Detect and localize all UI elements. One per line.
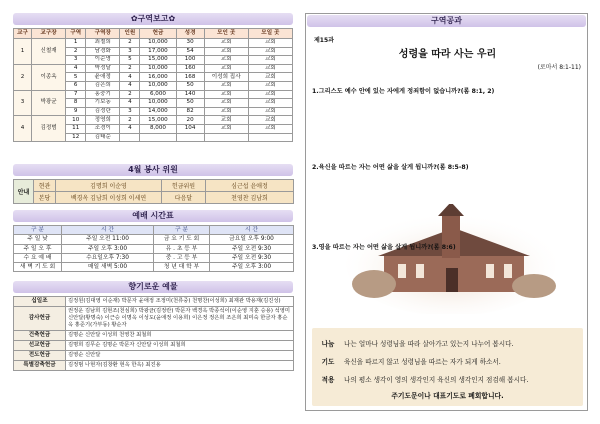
table-row xyxy=(14,262,294,271)
prayer-text: 육신을 따르지 않고 성령님을 따르는 자가 되게 하소서. xyxy=(344,358,501,366)
column-header: 헌금 xyxy=(140,29,176,39)
table-cell: 주일 오전 11:00 xyxy=(62,235,154,244)
offering-category: 특별감축헌금 xyxy=(14,361,66,371)
parish-leader: 김정범 xyxy=(32,116,66,142)
table-cell: 12 xyxy=(66,133,86,142)
table-cell: 50 xyxy=(176,81,204,90)
table-cell: 수요일오후 7:30 xyxy=(62,253,154,262)
table-cell: 최철희 xyxy=(86,39,120,48)
table-cell: 104 xyxy=(176,124,204,133)
table-cell: 5 xyxy=(66,73,86,82)
table-cell: 새 벽 기 도 회 xyxy=(14,262,62,271)
table-cell: 4 xyxy=(120,73,140,82)
table-cell: 15,000 xyxy=(140,56,176,65)
table-cell: 교회 xyxy=(248,107,292,116)
worship-schedule-table xyxy=(13,225,294,272)
table-cell: 100 xyxy=(176,56,204,65)
table-cell: 교회 xyxy=(248,39,292,48)
offering-category: 선교헌금 xyxy=(14,341,66,351)
table-cell: 2 xyxy=(120,39,140,48)
offering-names: 김명희 김무순 김명순 박문자 신안달 이성희 최철희 xyxy=(66,341,294,351)
offering-category: 건축헌금 xyxy=(14,331,66,341)
table-cell: 4 xyxy=(66,64,86,73)
table-cell: 교회 xyxy=(204,99,248,108)
table-cell: 4 xyxy=(120,99,140,108)
table-cell: 교회 xyxy=(248,99,292,108)
table-row xyxy=(14,297,294,307)
service-committee-table xyxy=(13,179,294,204)
table-cell: 7 xyxy=(66,90,86,99)
table-cell: 남경화 xyxy=(86,47,120,56)
question-1: 1.그리스도 예수 안에 있는 자에게 정죄함이 없습니까?(롬 8:1, 2) xyxy=(312,88,495,95)
table-cell: 홍중기 xyxy=(86,90,120,99)
table-cell: 교회 xyxy=(248,64,292,73)
role-label: 다음달 xyxy=(162,192,206,204)
table-cell: 교회 xyxy=(204,116,248,125)
district-report-section xyxy=(13,13,293,142)
table-cell: 2 xyxy=(66,47,86,56)
role-label: 헌금위원 xyxy=(162,180,206,192)
parish-number: 4 xyxy=(14,116,32,142)
offering-category: 감사헌금 xyxy=(14,307,66,331)
table-cell: 윤애정 xyxy=(86,73,120,82)
lesson-reference: (로마서 8:1-11) xyxy=(537,64,581,71)
table-cell: 수 요 예 배 xyxy=(14,253,62,262)
table-cell: 교회 xyxy=(204,47,248,56)
table-row xyxy=(14,307,294,331)
table-cell: 10,000 xyxy=(140,39,176,48)
table-cell xyxy=(248,133,292,142)
column-header: 인원 xyxy=(120,29,140,39)
table-row xyxy=(14,341,294,351)
table-cell: 교회 xyxy=(204,107,248,116)
table-cell: 교회 xyxy=(248,56,292,65)
table-row xyxy=(14,90,293,99)
table-cell: 5 xyxy=(120,56,140,65)
table-cell: 2 xyxy=(120,90,140,99)
column-header: 구 분 xyxy=(154,226,210,235)
table-cell: 3 xyxy=(66,56,86,65)
table-cell xyxy=(120,133,140,142)
table-cell: 박정달 xyxy=(86,64,120,73)
parish-number: 2 xyxy=(14,64,32,90)
offering-names: 김정범 나현자(김창환 현옥 한옥) 최진용 xyxy=(66,361,294,371)
table-cell: 30 xyxy=(176,39,204,48)
table-cell xyxy=(204,133,248,142)
table-cell: 중 . 고 등 부 xyxy=(154,253,210,262)
table-row xyxy=(14,361,294,371)
table-cell: 주일 오전 9:30 xyxy=(210,244,294,253)
table-cell: 4 xyxy=(120,124,140,133)
table-cell: 6,000 xyxy=(140,90,176,99)
offerings-title: 향기로운 예물 xyxy=(13,281,293,293)
table-cell: 10,000 xyxy=(140,99,176,108)
table-cell: 50 xyxy=(176,99,204,108)
column-header: 시 간 xyxy=(210,226,294,235)
table-cell: 주 일 오 후 xyxy=(14,244,62,253)
apply-text: 나의 평소 생각이 영의 생각인지 육신의 생각인지 점검해 봅시다. xyxy=(344,376,529,384)
share-label: 나눔 xyxy=(321,340,335,348)
table-row xyxy=(14,64,293,73)
table-cell: 54 xyxy=(176,47,204,56)
table-cell: 140 xyxy=(176,90,204,99)
lesson-title: 구역공과 xyxy=(307,15,586,27)
parish-leader: 이종옥 xyxy=(32,64,66,90)
column-header: 시 간 xyxy=(62,226,154,235)
column-header: 교구 xyxy=(14,29,32,39)
table-cell: 이순영 xyxy=(86,56,120,65)
table-cell: 3 xyxy=(120,47,140,56)
question-2: 2.육신을 따르는 자는 어떤 삶을 살게 됩니까?(롬 8:5-8) xyxy=(312,164,469,171)
role-names: 천영찬 김남희 xyxy=(206,192,294,204)
table-cell: 160 xyxy=(176,64,204,73)
share-text: 나는 얼마나 성령님을 따라 살아가고 있는지 나누어 봅시다. xyxy=(344,340,514,348)
column-header: 성경 xyxy=(176,29,204,39)
table-cell: 15,000 xyxy=(140,116,176,125)
table-cell: 11 xyxy=(66,124,86,133)
table-cell: 조경이 xyxy=(86,124,120,133)
apply-label: 적용 xyxy=(321,376,335,384)
table-cell: 3 xyxy=(120,107,140,116)
parish-leader: 신철재 xyxy=(32,39,66,65)
table-cell: 금 요 기 도 회 xyxy=(154,235,210,244)
closing-text: 주기도문이나 대표기도로 폐회합니다. xyxy=(391,392,504,400)
question-3: 3.영을 따르는 자는 어떤 삶을 살게 됩니까?(롬 8:6) xyxy=(312,244,456,251)
prayer-label: 기도 xyxy=(321,358,335,366)
table-cell: 주일 오후 3:00 xyxy=(62,244,154,253)
role-names: 백경옥 김남희 이성희 이세연 xyxy=(56,192,162,204)
table-cell: 교회 xyxy=(248,124,292,133)
table-cell xyxy=(176,133,204,142)
offering-names: 김정원(김대영 이순재) 박문자 윤애정 조정미(천류중) 천명찬(이성희) 최재관 박용재(김진성) xyxy=(66,297,294,307)
table-cell: 기보동 xyxy=(86,99,120,108)
offerings-section xyxy=(13,281,293,371)
table-cell: 금요일 오후 9:00 xyxy=(210,235,294,244)
role-label: 현관 xyxy=(34,180,56,192)
role-names: 김명희 이순영 xyxy=(56,180,162,192)
table-cell: 청 년 대 학 부 xyxy=(154,262,210,271)
table-cell: 168 xyxy=(176,73,204,82)
table-cell: 10 xyxy=(66,116,86,125)
table-cell: 2 xyxy=(120,116,140,125)
column-header: 구역 xyxy=(66,29,86,39)
lesson-panel xyxy=(305,13,588,411)
lesson-heading: 성령을 따라 사는 우리 xyxy=(398,49,497,60)
offering-category: 전도헌금 xyxy=(14,351,66,361)
parish-number: 1 xyxy=(14,39,32,65)
table-cell: 교회 xyxy=(248,73,292,82)
table-row xyxy=(14,351,294,361)
offering-names: 김명순 신안달 이성희 천영찬 최철희 xyxy=(66,331,294,341)
parish-leader: 박광균 xyxy=(32,90,66,116)
table-cell: 14,000 xyxy=(140,107,176,116)
worship-schedule-title: 예배 시간표 xyxy=(13,210,293,222)
column-header: 구역장 xyxy=(86,29,120,39)
table-cell: 2 xyxy=(120,64,140,73)
table-cell: 교회 xyxy=(248,47,292,56)
column-header: 구 분 xyxy=(14,226,62,235)
district-report-table xyxy=(13,28,293,142)
table-cell: 8,000 xyxy=(140,124,176,133)
table-cell: 김태순 xyxy=(86,133,120,142)
column-header: 교구장 xyxy=(32,29,66,39)
table-cell: 김은희 xyxy=(86,81,120,90)
column-header: 모일 곳 xyxy=(248,29,292,39)
worship-schedule-section xyxy=(13,210,293,272)
lesson-application-box xyxy=(312,328,583,406)
offering-category: 십일조 xyxy=(14,297,66,307)
offering-names: 권정운 김남희 김현조(천심희) 박광균(김정란) 박문자 백경옥 박종석이(이순영 지훈 승용) 석영미 신안달(황명숙) 이근승 이명옥 이성도(윤애정 이용희) 이은정 정은희 조은희 최미숙 한금자 홍순옥 홍준기(가부동) 황순자 xyxy=(66,307,294,331)
service-committee-section xyxy=(13,164,293,204)
role-names: 심근섭 윤애정 xyxy=(206,180,294,192)
table-cell: 교회 xyxy=(204,56,248,65)
lesson-number: 제15과 xyxy=(314,37,334,44)
table-cell: 정영희 xyxy=(86,116,120,125)
table-cell: 82 xyxy=(176,107,204,116)
role-label: 본당 xyxy=(34,192,56,204)
service-committee-title: 4월 봉사 위원 xyxy=(13,164,293,176)
table-cell: 10,000 xyxy=(140,81,176,90)
table-row xyxy=(14,116,293,125)
table-cell: 교회 xyxy=(248,116,292,125)
table-cell: 1 xyxy=(66,39,86,48)
column-header: 모인 곳 xyxy=(204,29,248,39)
table-cell: 교회 xyxy=(204,39,248,48)
church-illustration xyxy=(346,204,556,314)
table-cell: 17,000 xyxy=(140,47,176,56)
table-row xyxy=(14,331,294,341)
offerings-table xyxy=(13,296,294,371)
table-cell: 10,000 xyxy=(140,64,176,73)
table-cell: 4 xyxy=(120,81,140,90)
table-cell: 주일 오전 9:30 xyxy=(210,253,294,262)
table-cell: 주 일 낮 xyxy=(14,235,62,244)
table-cell: 교회 xyxy=(204,81,248,90)
table-cell: 교회 xyxy=(248,90,292,99)
table-row xyxy=(14,253,294,262)
table-row xyxy=(14,244,294,253)
table-cell: 8 xyxy=(66,99,86,108)
table-cell: 교회 xyxy=(204,64,248,73)
guide-label: 안내 xyxy=(14,180,34,204)
table-cell: 16,000 xyxy=(140,73,176,82)
table-cell: 유 . 초 등 부 xyxy=(154,244,210,253)
table-cell: 20 xyxy=(176,116,204,125)
table-cell: 9 xyxy=(66,107,86,116)
table-cell: 교회 xyxy=(204,90,248,99)
table-cell: 주일 오후 3:00 xyxy=(210,262,294,271)
table-cell: 이성희 집사 xyxy=(204,73,248,82)
table-cell: 교회 xyxy=(204,124,248,133)
table-cell: 교회 xyxy=(248,81,292,90)
offering-names: 김영순 신안달 xyxy=(66,351,294,361)
district-report-title: ✿구역보고✿ xyxy=(13,13,293,25)
table-row xyxy=(14,235,294,244)
table-cell xyxy=(140,133,176,142)
table-cell: 6 xyxy=(66,81,86,90)
table-cell: 매일 새벽 5:00 xyxy=(62,262,154,271)
table-row xyxy=(14,39,293,48)
parish-number: 3 xyxy=(14,90,32,116)
table-cell: 김정란 xyxy=(86,107,120,116)
